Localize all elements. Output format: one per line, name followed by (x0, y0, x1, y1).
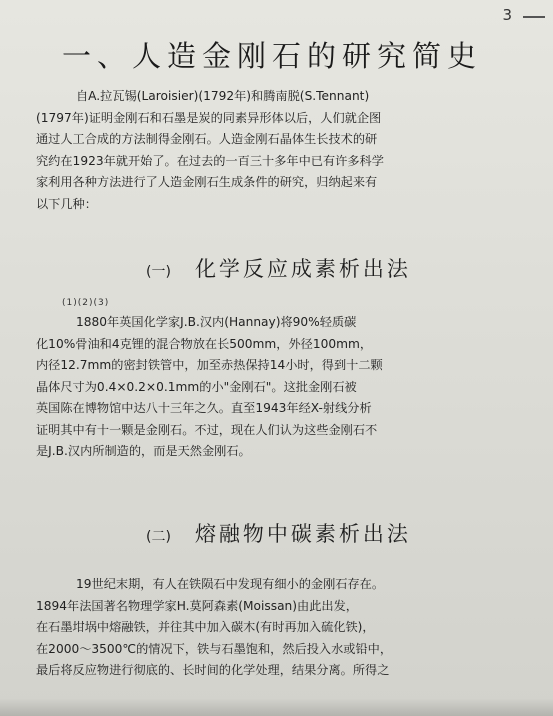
section2-line: 最后将反应物进行彻底的、长时间的化学处理，结果分离。所得之 (36, 663, 390, 677)
intro-line: 自A.拉瓦锡(Laroisier)(1792年)和腾南脱(S.Tennant) (76, 89, 370, 103)
section1-paragraph (36, 312, 526, 463)
section2-line: 在石墨坩埚中熔融铁，并往其中加入碳木(有时再加入硫化铁)， (36, 620, 375, 634)
page-title: 一、人造金刚石的研究简史 (62, 39, 483, 73)
section2-line: 在2000～3500℃的情况下，铁与石墨饱和，然后投入水或铅中， (36, 641, 393, 656)
section1-line: 是J.B.汉内所制造的，而是天然金刚石。 (36, 444, 251, 458)
section-title: 熔融物中碳素析出法 (194, 522, 411, 546)
section2-line: 19世纪末期，有人在铁陨石中发现有细小的金刚石存在。 (76, 577, 385, 591)
section-heading-2 (146, 518, 411, 548)
intro-line: 究约在1923年就开始了。在过去的一百三十多年中已有许多科学 (36, 153, 384, 168)
intro-line: (1797年)证明金刚石和石墨是炭的同素异形体以后，人们就企图 (36, 110, 382, 125)
intro-line: 家利用各种方法进行了人造金刚石生成条件的研究，归纳起来有 (36, 175, 378, 189)
section-number: (二) (146, 529, 171, 545)
page-number: 3 (502, 6, 513, 24)
intro-paragraph (36, 86, 526, 215)
reference-markers: (1)(2)(3) (62, 298, 110, 308)
section1-line: 英国陈在博物馆中达八十三年之久。直至1943年经X-射线分析 (36, 401, 372, 415)
header-rule (523, 16, 545, 18)
section-heading-1 (146, 253, 411, 283)
intro-line: 以下几种： (36, 196, 97, 211)
section1-line: 化10%骨油和4克锂的混合物放在长500mm，外径100mm， (36, 336, 373, 351)
scan-shadow (0, 698, 553, 716)
section1-line: 内径12.7mm的密封铁管中，加至赤热保持14小时，得到十二颗 (36, 358, 383, 372)
section1-line: 1880年英国化学家J.B.汉内(Hannay)将90%轻质碳 (76, 315, 357, 329)
section2-paragraph (36, 574, 526, 682)
section2-line: 1894年法国著名物理学家H.莫阿森素(Moissan)由此出发， (36, 598, 358, 613)
intro-line: 通过人工合成的方法制得金刚石。人造金刚石晶体生长技术的研 (36, 132, 378, 146)
section1-line: 证明其中有十一颗是金刚石。不过，现在人们认为这些金刚石不 (36, 422, 378, 437)
section-title: 化学反应成素析出法 (194, 257, 411, 281)
section1-line: 晶体尺寸为0.4×0.2×0.1mm的小"金刚石"。这批金刚石被 (36, 379, 357, 394)
section-number: (一) (146, 264, 171, 280)
